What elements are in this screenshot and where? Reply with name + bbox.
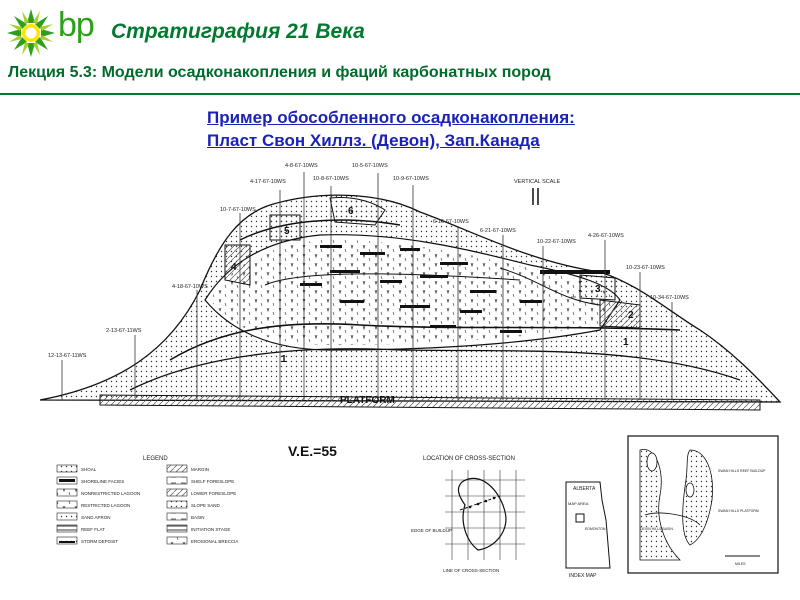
subtitle-line-2: Пласт Свон Хиллз. (Девон), Зап.Канада (207, 131, 540, 150)
legend-item: BASIN (191, 515, 205, 520)
well-label: 10-34-67-10WS (650, 295, 689, 301)
vertical-exaggeration: V.E.=55 (288, 443, 337, 459)
legend-item: RESTRICTED LAGOON (81, 503, 131, 508)
legend-item: SHORELINE FACIES (81, 479, 125, 484)
well-label: 10-8-67-10WS (313, 176, 349, 182)
legend-item: EROSIONAL BRECCIA (191, 539, 239, 544)
legend-item: REEF FLAT (81, 527, 105, 532)
legend-item: STORM DEPOSIT (81, 539, 119, 544)
well-label: 4-17-67-10WS (250, 179, 286, 185)
regional-map-label: SWAN HILLS PLATFORM (718, 509, 759, 513)
index-map-area: MAP AREA (568, 501, 589, 506)
regional-map (628, 436, 778, 573)
regional-map-label: SWAN HILLS REEF BUILDUP (718, 469, 766, 473)
well-label: 10-9-67-10WS (393, 176, 429, 182)
index-map-city: EDMONTON (585, 527, 606, 531)
location-map-title: LOCATION OF CROSS-SECTION (423, 456, 515, 462)
subtitle-line-1: Пример обособленного осадконакопления: (207, 108, 575, 127)
slide-header (0, 0, 800, 100)
well-label: 10-22-67-10WS (537, 239, 576, 245)
well-label: 6-16-67-10WS (433, 219, 469, 225)
legend-item: INITIATION STAGE (191, 527, 231, 532)
location-note: LINE OF CROSS-SECTION (443, 568, 500, 573)
bp-helios-logo-icon (6, 8, 56, 58)
well-label: 4-18-67-10WS (172, 284, 208, 290)
well-label: 10-5-67-10WS (352, 163, 388, 169)
legend-item: MARGIN (191, 467, 209, 472)
well-label: 12-13-67-11WS (48, 353, 87, 359)
regional-map-label: DEVIN HILLS BASIN (640, 527, 673, 531)
zone-label: 1 (281, 354, 287, 365)
zone-label: 5 (284, 226, 290, 237)
index-map-caption: INDEX MAP (569, 573, 597, 579)
legend-item: SAND APRON (81, 515, 111, 520)
well-label: 6-21-67-10WS (480, 228, 516, 234)
platform-label: PLATFORM (340, 395, 395, 406)
location-map (411, 456, 525, 573)
well-label: 2-13-67-11WS (106, 328, 142, 334)
vertical-scale-label: VERTICAL SCALE (514, 179, 561, 185)
location-note: EDGE OF BUILDUP (411, 528, 453, 533)
zone-label: 2 (628, 310, 634, 321)
well-label: 10-7-67-10WS (220, 207, 256, 213)
bp-logo-text: bp (58, 6, 94, 44)
index-map-province: ALBERTA (573, 486, 596, 492)
well-label: 4-26-67-10WS (588, 233, 624, 239)
header-divider (0, 93, 800, 95)
legend-title: LEGEND (143, 456, 168, 462)
lecture-title: Лекция 5.3: Модели осадконакопления и фаций карбонатных пород (8, 64, 551, 81)
legend-item: SLOPE SAND (191, 503, 220, 508)
slide-subtitle (207, 106, 575, 152)
zone-label: 6 (348, 206, 354, 217)
well-label: 10-23-67-10WS (626, 265, 665, 271)
legend-item: LOWER FORESLOPE (191, 491, 237, 496)
regional-map-label: MILES (735, 562, 746, 566)
zone-label: 4 (231, 262, 237, 273)
cross-section (40, 195, 780, 410)
vertical-scale (514, 179, 560, 205)
legend-item: NONRESTRICTED LAGOON (81, 491, 141, 496)
legend-item: SHOAL (81, 467, 97, 472)
well-label: 4-8-67-10WS (285, 163, 318, 169)
zone-label: 1 (623, 337, 629, 348)
legend (57, 456, 238, 544)
zone-label: 3 (595, 284, 601, 295)
index-map (566, 482, 610, 579)
course-title: Стратиграфия 21 Века (111, 20, 365, 43)
legend-item: SHELF FORESLOPE (191, 479, 235, 484)
cross-section-figure (0, 155, 800, 600)
